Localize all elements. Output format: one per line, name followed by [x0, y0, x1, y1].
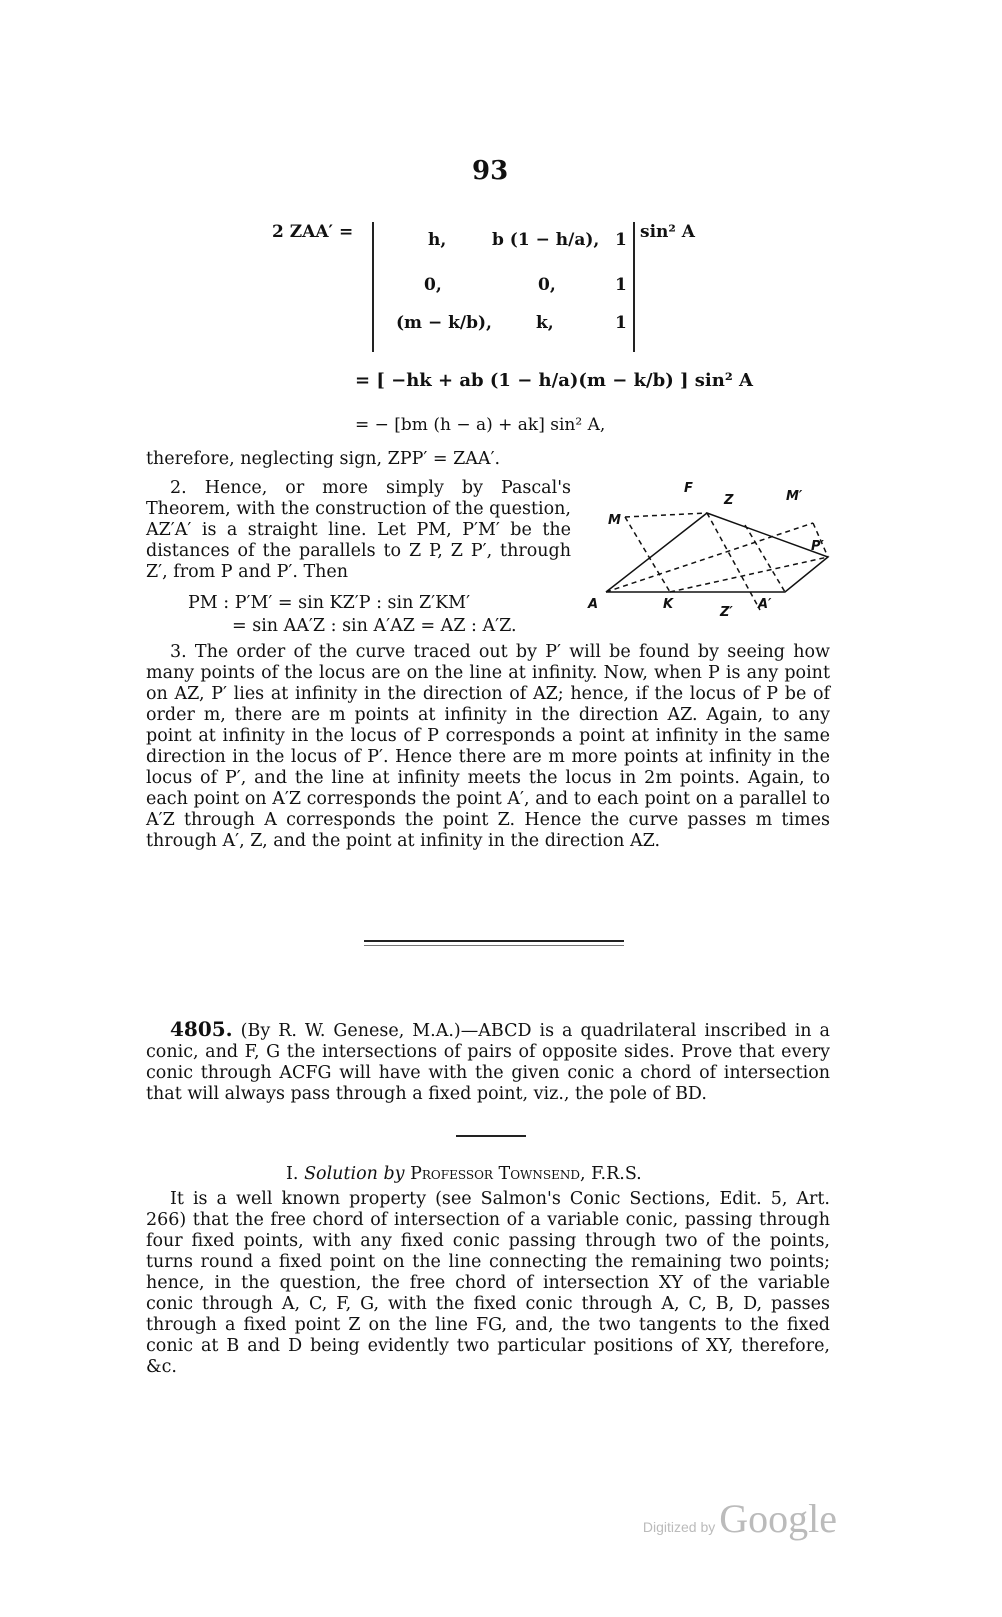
question-4805	[146, 1019, 830, 1105]
short-divider	[456, 1135, 526, 1137]
det-suffix: sin² A	[640, 222, 695, 242]
label-Z: Z	[724, 493, 734, 508]
det-cell: (m − k/b),	[396, 313, 492, 333]
question-author: (By R. W. Genese, M.A.)—	[240, 1021, 479, 1041]
det-cell: 1	[615, 313, 627, 333]
google-watermark	[643, 1495, 837, 1542]
det-cell: 1	[615, 230, 627, 250]
para-neglect: therefore, neglecting sign, ZPP′ = ZAA′.	[146, 449, 501, 469]
solution-by: Solution by	[304, 1164, 405, 1184]
label-K: K	[663, 597, 674, 612]
watermark-digitized: Digitized by	[642, 1519, 716, 1535]
geometry-diagram	[580, 470, 840, 620]
eq-line2: = [ −hk + ab (1 − h/a)(m − k/b) ] sin² A	[355, 370, 753, 391]
label-M: M	[608, 513, 621, 528]
det-cell: h,	[428, 230, 447, 250]
label-M-prime: M′	[786, 489, 803, 504]
label-F: F	[684, 481, 693, 496]
label-A: A	[588, 597, 599, 612]
diagram-dashed-lines	[606, 513, 828, 610]
det-cell: 0,	[538, 275, 556, 295]
section-divider-thin	[364, 945, 624, 946]
det-cell: b (1 − h/a),	[492, 230, 600, 250]
label-Z-prime: Z′	[720, 605, 733, 620]
diagram-solid-lines	[606, 513, 828, 592]
label-A-prime: A′	[758, 597, 772, 612]
det-bar-left	[372, 222, 374, 352]
eq-lhs: 2 ZAA′ =	[272, 222, 354, 242]
question-number: 4805.	[170, 1017, 233, 1041]
det-cell: k,	[536, 313, 554, 333]
para-2-eq1: PM : P′M′ = sin KZ′P : sin Z′KM′	[188, 593, 471, 613]
solution-author: Professor Townsend, F.R.S.	[410, 1164, 642, 1184]
para-2-eq2: = sin AA′Z : sin A′AZ = AZ : A′Z.	[232, 616, 517, 636]
label-P-prime: P′	[811, 539, 824, 554]
solution-heading	[286, 1164, 642, 1185]
para-2: 2. Hence, or more simply by Pascal's Theorem, with the construction of the question, AZ′A′ is a straight line. Let PM, P′M′ be the distances of the parallels to Z P, Z P′, through Z′, from P and P′. Then	[146, 478, 571, 582]
watermark-google: Google	[719, 1496, 837, 1541]
solution-number: I.	[286, 1164, 299, 1184]
section-divider	[364, 940, 624, 942]
para-3: 3. The order of the curve traced out by P′ will be found by seeing how many points of the locus are on the line at infinity. Now, when P is any point on AZ, P′ lies at infinity in the direction of AZ; hence, if the locus of P be of order m, there are m points at infinity in the direction AZ. Again, to any point at infinity in the locus of P corresponds a point at infinity in the same direction in the locus of P′. Hence there are m more points at infinity in the locus of P′, and the line at infinity meets the locus in 2m points. Again, to each point on A′Z corresponds the point A′, and to each point on a parallel to A′Z through A corresponds the point Z. Hence the curve passes m times through A′, Z, and the point at infinity in the direction AZ.	[146, 642, 830, 851]
det-cell: 0,	[424, 275, 442, 295]
solution-text: It is a well known property (see Salmon's Conic Sections, Edit. 5, Art. 266) that the free chord of intersection of a variable conic, passing through four fixed points, with any fixed conic passing through two of the points, turns round a fixed point on the line connecting the remaining two points; hence, in the question, the free chord of intersection XY of the variable conic through A, C, F, G, with the fixed conic through A, C, B, D, passes through a fixed point Z on the line FG, and, the two tangents to the fixed conic at B and D being evidently two particular positions of XY, therefore, &c.	[146, 1189, 830, 1377]
eq-line3: = − [bm (h − a) + ak] sin² A,	[355, 415, 606, 435]
question-text: ABCD is a quadrilateral inscribed in a conic, and F, G the intersections of pairs of opposite sides. Prove that every conic through ACFG will have with the given conic a chord of intersection that will always pass through a fixed point, viz., the pole of BD.	[146, 1021, 830, 1104]
page-number: 93	[472, 156, 509, 186]
det-bar-right	[633, 222, 635, 352]
det-cell: 1	[615, 275, 627, 295]
